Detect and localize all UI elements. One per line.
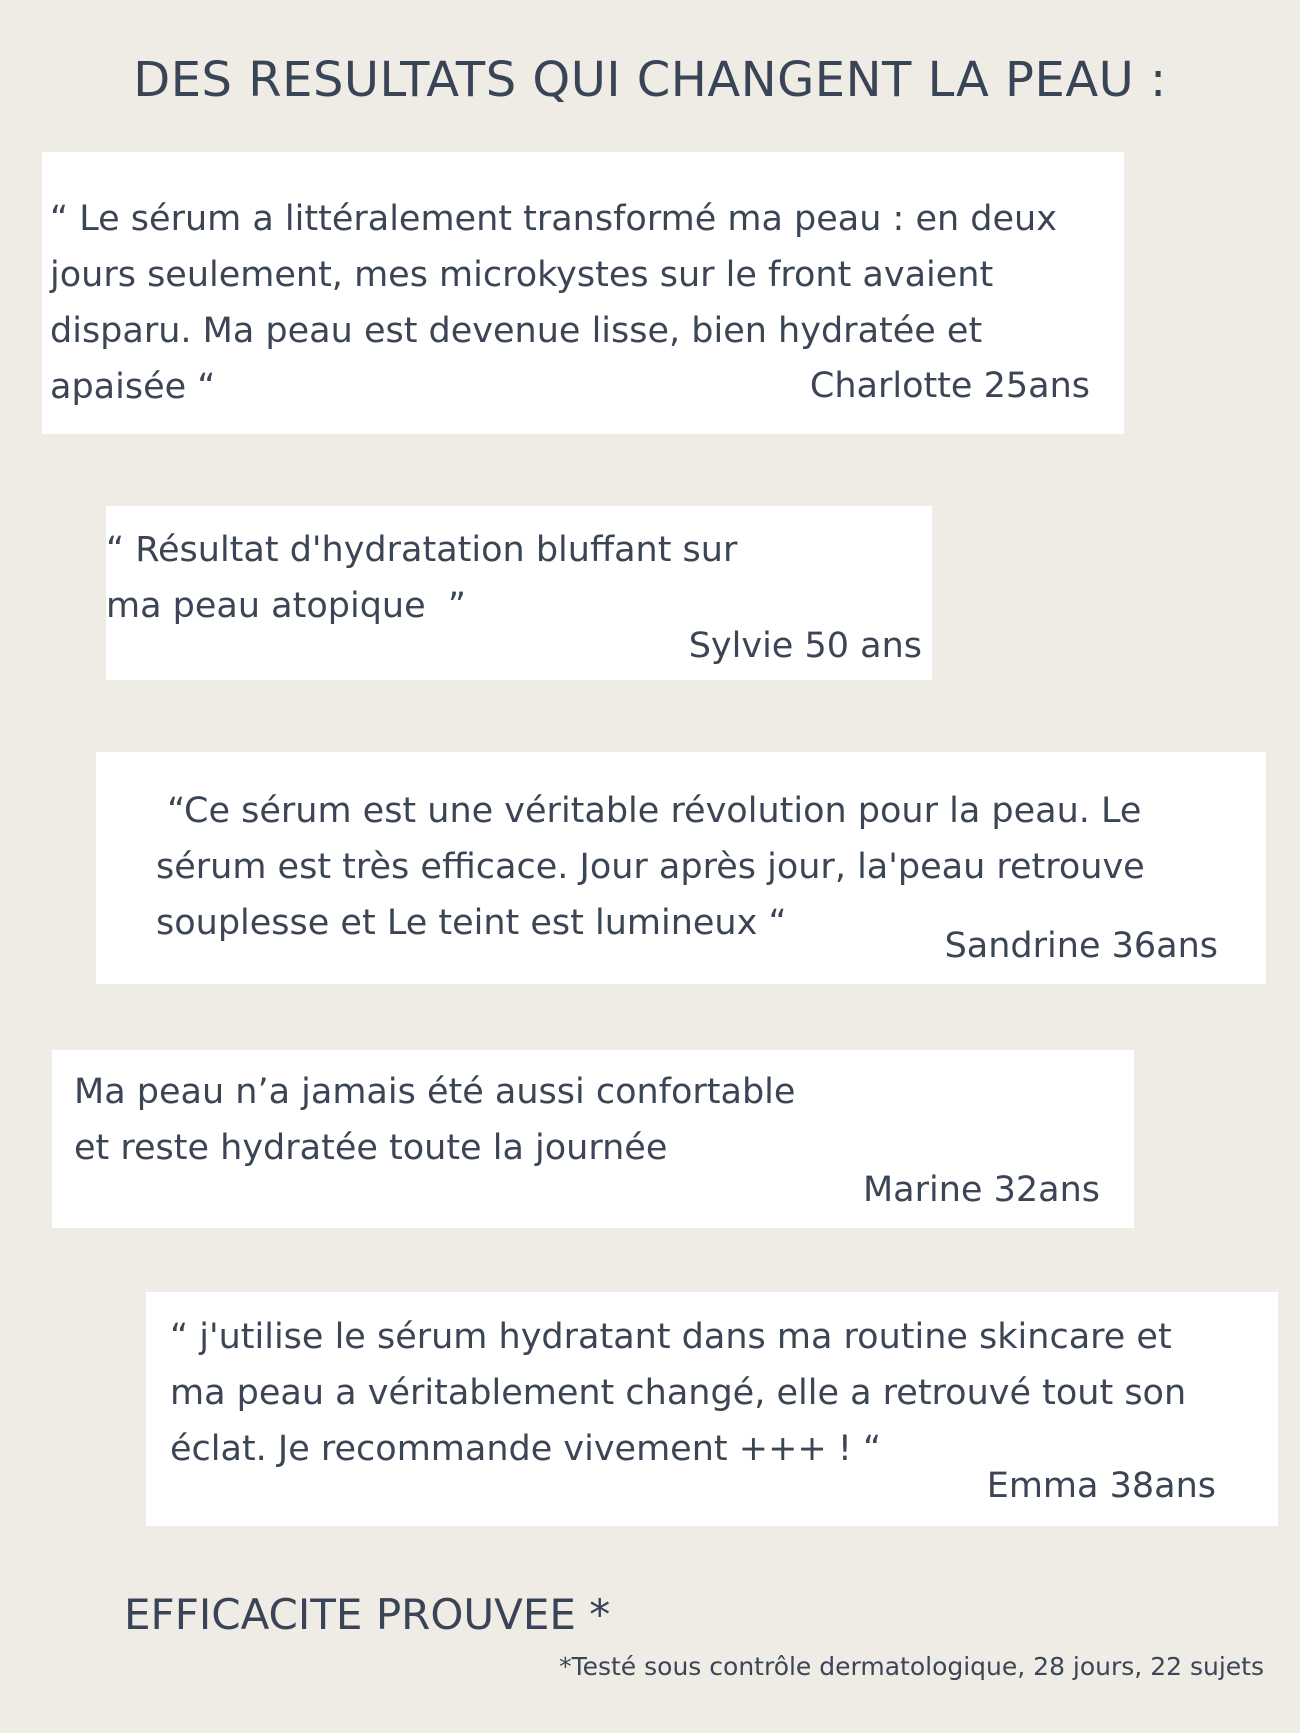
testimonial-card-charlotte xyxy=(42,152,1124,434)
efficacy-heading: EFFICACITE PROUVEE * xyxy=(124,1590,611,1639)
testimonial-card-emma xyxy=(146,1292,1278,1526)
testimonial-quote: “Ce sérum est une véritable révolution pour la peau. Le sérum est très efficace. Jour après jour, la'peau retrouve souplesse et Le teint est lumineux “ xyxy=(156,791,1145,943)
testimonial-quote: “ Résultat d'hydratation bluffant sur ma peau atopique ” xyxy=(106,530,738,626)
test-footnote: *Testé sous contrôle dermatologique, 28 jours, 22 sujets xyxy=(559,1652,1264,1681)
testimonial-author: Sylvie 50 ans xyxy=(688,626,922,666)
testimonial-card-sylvie xyxy=(106,506,932,680)
testimonial-author: Charlotte 25ans xyxy=(809,366,1090,406)
testimonial-card-marine xyxy=(52,1050,1134,1228)
testimonial-card-sandrine xyxy=(96,752,1266,984)
testimonial-author: Marine 32ans xyxy=(862,1170,1100,1210)
page-title: DES RESULTATS QUI CHANGENT LA PEAU : xyxy=(133,52,1167,108)
testimonial-quote: “ Le sérum a littéralement transformé ma peau : en deux jours seulement, mes microkystes sur le front avaient disparu. Ma peau est devenue lisse, bien hydratée et apaisée “ xyxy=(50,199,1057,407)
testimonial-quote: Ma peau n’a jamais été aussi confortable et reste hydratée toute la journée xyxy=(74,1072,796,1168)
testimonial-quote: “ j'utilise le sérum hydratant dans ma routine skincare et ma peau a véritablement changé, elle a retrouvé tout son éclat. Je recommande vivement +++ ! “ xyxy=(170,1317,1187,1469)
testimonial-author: Emma 38ans xyxy=(986,1466,1216,1506)
testimonial-author: Sandrine 36ans xyxy=(944,926,1218,966)
